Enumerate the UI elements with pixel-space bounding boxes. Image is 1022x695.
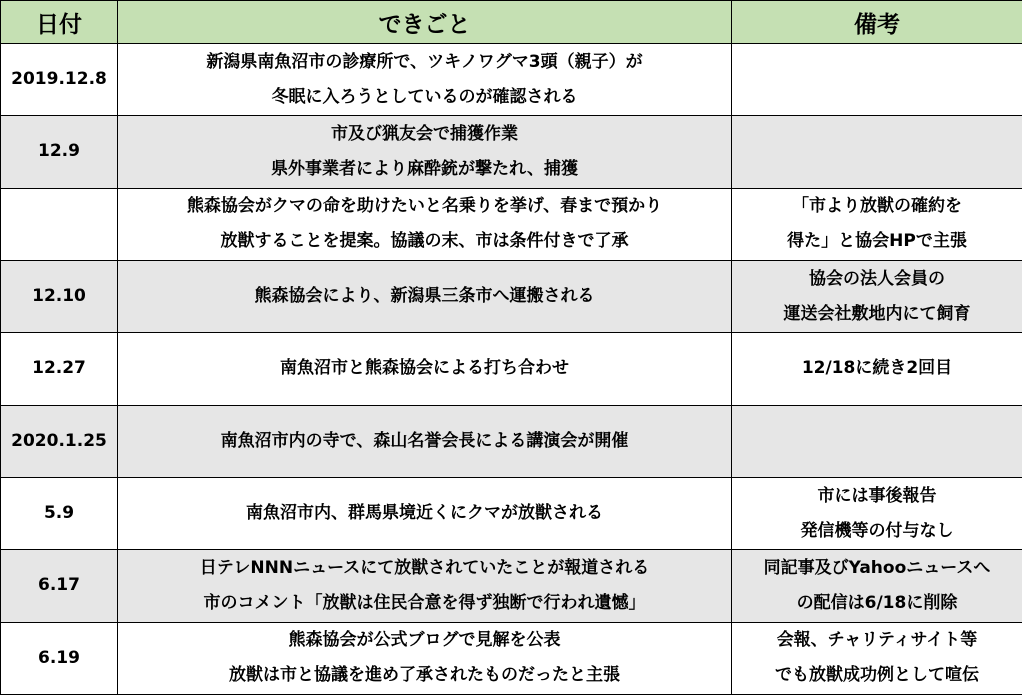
- row-note: [732, 622, 1022, 694]
- table-body: [1, 44, 1022, 695]
- note-line: 同記事及びYahooニュースへ: [763, 557, 991, 578]
- event-line: 南魚沼市内、群馬県境近くにクマが放獣される: [246, 503, 603, 524]
- event-line: 日テレNNNニュースにて放獣されていたことが報道される: [199, 557, 650, 578]
- event-line: 放獣することを提案。協議の末、市は条件付きで了承: [220, 231, 629, 252]
- row-note: [732, 188, 1022, 260]
- note-line: 会報、チャリティサイト等: [776, 630, 978, 651]
- row-date: 2020.1.25: [1, 405, 118, 477]
- row-date: 5.9: [1, 477, 118, 549]
- header-event: できごと: [118, 1, 732, 44]
- event-line: 熊森協会が公式ブログで見解を公表: [288, 630, 561, 651]
- table-row: [1, 405, 1022, 477]
- note-line: 12/18に続き2回目: [801, 358, 953, 379]
- event-line: 熊森協会がクマの命を助けたいと名乗りを挙げ、春まで預かり: [186, 196, 663, 217]
- table-row: [1, 260, 1022, 332]
- row-note: [732, 44, 1022, 116]
- note-line: 協会の法人会員の: [809, 268, 945, 289]
- event-line: 市のコメント「放獣は住民合意を得ず独断で行われ遺憾」: [203, 592, 646, 613]
- event-line: 新潟県南魚沼市の診療所で、ツキノワグマ3頭（親子）が: [206, 51, 643, 72]
- row-event: [118, 477, 732, 549]
- note-line: 「市より放獣の確約を: [792, 196, 962, 217]
- event-line: 放獣は市と協議を進め了承されたものだったと主張: [229, 665, 620, 686]
- row-event: [118, 260, 732, 332]
- table-row: [1, 44, 1022, 116]
- table-row: [1, 622, 1022, 694]
- event-line: 冬眠に入ろうとしているのが確認される: [271, 86, 578, 107]
- header-date: 日付: [1, 1, 118, 44]
- event-line: 南魚沼市と熊森協会による打ち合わせ: [280, 358, 569, 379]
- row-date: 12.27: [1, 333, 118, 405]
- event-line: 南魚沼市内の寺で、森山名誉会長による講演会が開催: [220, 430, 629, 451]
- row-date: 12.10: [1, 260, 118, 332]
- row-note: [732, 333, 1022, 405]
- note-line: 市には事後報告: [817, 485, 937, 506]
- row-event: [118, 333, 732, 405]
- row-note: [732, 405, 1022, 477]
- row-note: [732, 260, 1022, 332]
- note-line: 運送会社敷地内にて飼育: [783, 303, 971, 324]
- header-row: [1, 1, 1022, 44]
- row-event: [118, 116, 732, 188]
- row-date: [1, 188, 118, 260]
- table-row: [1, 188, 1022, 260]
- table-row: [1, 477, 1022, 549]
- row-date: 12.9: [1, 116, 118, 188]
- event-line: 市及び猟友会で捕獲作業: [331, 123, 518, 144]
- row-event: [118, 622, 732, 694]
- table-row: [1, 550, 1022, 622]
- row-date: 6.17: [1, 550, 118, 622]
- table-row: [1, 333, 1022, 405]
- row-date: 2019.12.8: [1, 44, 118, 116]
- row-event: [118, 44, 732, 116]
- event-line: 県外事業者により麻酔銃が撃たれ、捕獲: [270, 158, 579, 179]
- note-line: の配信は6/18に削除: [796, 592, 958, 613]
- header-note: 備考: [732, 1, 1022, 44]
- row-event: [118, 550, 732, 622]
- note-line: 得た」と協会HPで主張: [787, 231, 967, 252]
- row-event: [118, 188, 732, 260]
- note-line: 発信機等の付与なし: [800, 520, 954, 541]
- row-event: [118, 405, 732, 477]
- row-note: [732, 550, 1022, 622]
- row-date: 6.19: [1, 622, 118, 694]
- table-row: [1, 116, 1022, 188]
- row-note: [732, 477, 1022, 549]
- event-line: 熊森協会により、新潟県三条市へ運搬される: [254, 286, 595, 307]
- note-line: でも放獣成功例として喧伝: [775, 665, 979, 686]
- row-note: [732, 116, 1022, 188]
